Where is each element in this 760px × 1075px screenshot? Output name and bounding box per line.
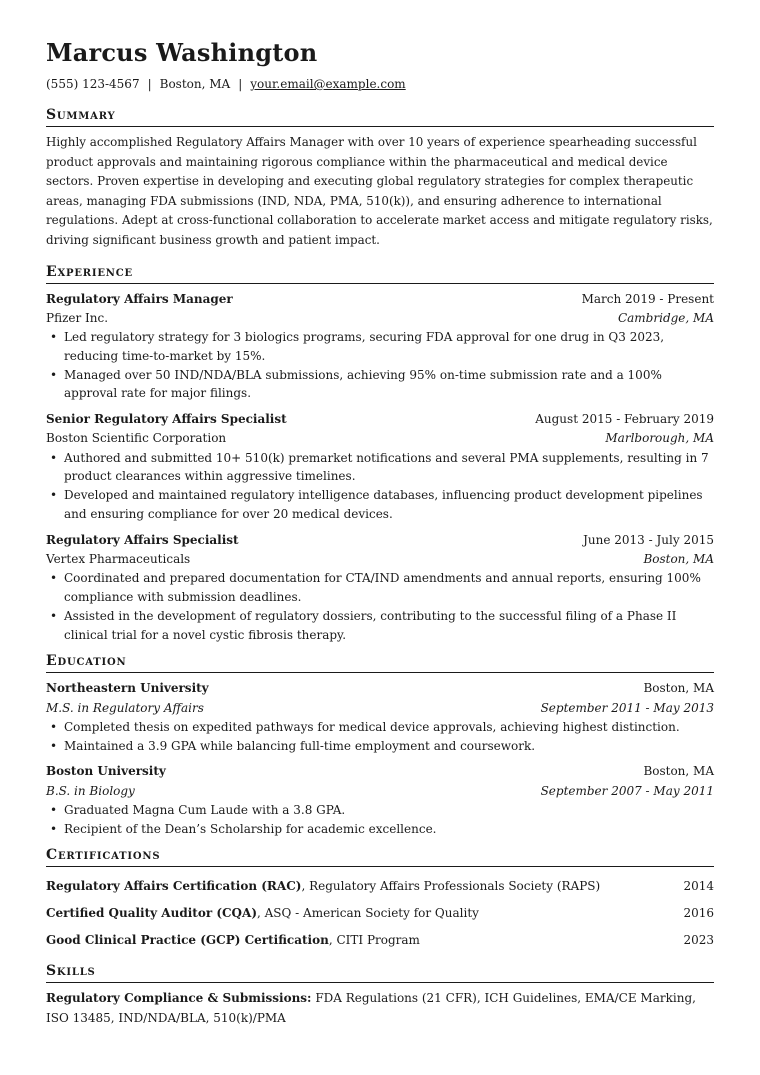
bullet-item: • Led regulatory strategy for 3 biologics programs, securing FDA approval for one drug in Q3 2023, reducing time-to-market by 15%. [64, 328, 714, 366]
bullet-item: • Maintained a 3.9 GPA while balancing full-time employment and coursework. [64, 737, 714, 756]
company-name: Pfizer Inc. [46, 310, 109, 325]
job-dates: June 2013 - July 2015 [583, 532, 714, 547]
education-degree-row [46, 699, 714, 718]
certification-row [46, 873, 714, 900]
contact-separator: | [147, 77, 152, 91]
contact-email-link[interactable]: your.email@example.com [250, 77, 406, 91]
education-entry [46, 762, 714, 838]
certification-text [46, 927, 420, 954]
experience-entry [46, 410, 714, 524]
job-dates: March 2019 - Present [581, 291, 714, 306]
bullet-list [46, 328, 714, 403]
experience-company-row [46, 550, 714, 569]
experience-header-row [46, 410, 714, 429]
school-location: Boston, MA [643, 764, 714, 779]
certification-name: Regulatory Affairs Certification (RAC) [46, 879, 302, 894]
section-title-experience: Experience [46, 263, 714, 284]
certification-year: 2016 [683, 906, 714, 921]
education-entry [46, 679, 714, 755]
school-location: Boston, MA [643, 681, 714, 696]
company-name: Vertex Pharmaceuticals [46, 551, 191, 566]
education-header-row [46, 679, 714, 698]
skill-detail: FDA Regulations (21 CFR), ICH Guidelines, EMA/CE Marking, ISO 13485, IND/NDA/BLA, 510(k)/PMA [46, 991, 696, 1025]
certification-text [46, 900, 479, 927]
contact-line [46, 76, 714, 92]
skill-line [46, 989, 714, 1028]
certification-row [46, 927, 714, 954]
experience-company-row [46, 429, 714, 448]
education-header-row [46, 762, 714, 781]
education-dates: September 2007 - May 2011 [540, 783, 714, 798]
bullet-item: • Developed and maintained regulatory intelligence databases, influencing product development pipelines and ensuring compliance for over 20 medical devices. [64, 486, 714, 524]
candidate-name: Marcus Washington [46, 38, 318, 67]
job-title: Regulatory Affairs Manager [46, 291, 233, 306]
contact-phone: (555) 123-4567 [46, 77, 140, 91]
experience-entry [46, 531, 714, 645]
bullet-item: • Managed over 50 IND/NDA/BLA submissions, achieving 95% on-time submission rate and a 100% approval rate for major filings. [64, 366, 714, 404]
summary-section [46, 106, 714, 251]
section-title-certifications: Certifications [46, 846, 714, 867]
bullet-item: • Graduated Magna Cum Laude with a 3.8 GPA. [64, 801, 714, 820]
experience-header-row [46, 531, 714, 550]
contact-location: Boston, MA [159, 77, 231, 91]
certification-year: 2023 [683, 933, 714, 948]
bullet-list [46, 569, 714, 644]
experience-header-row [46, 290, 714, 309]
education-section [46, 652, 714, 838]
bullet-item: • Assisted in the development of regulatory dossiers, contributing to the successful filing of a Phase II clinical trial for a novel cystic fibrosis therapy. [64, 607, 714, 645]
job-title: Regulatory Affairs Specialist [46, 532, 239, 547]
section-title-skills: Skills [46, 962, 714, 983]
certification-name: Certified Quality Auditor (CQA) [46, 906, 258, 921]
degree: B.S. in Biology [46, 783, 135, 798]
bullet-item: • Coordinated and prepared documentation for CTA/IND amendments and annual reports, ensuring 100% compliance with submission deadlines. [64, 569, 714, 607]
bullet-item: • Completed thesis on expedited pathways for medical device approvals, achieving highest distinction. [64, 718, 714, 737]
job-dates: August 2015 - February 2019 [535, 412, 714, 427]
bullet-list [46, 801, 714, 839]
certification-row [46, 900, 714, 927]
summary-text: Highly accomplished Regulatory Affairs Manager with over 10 years of experience spearheading successful product approvals and maintaining rigorous compliance within the pharmaceutical and medical device sectors. Proven expertise in developing and executing global regulatory strategies for complex therapeutic areas, managing FDA submissions (IND, NDA, PMA, 510(k)), and ensuring adherence to international regulations. Adept at cross-functional collaboration to accelerate market access and mitigate regulatory risks, driving significant business growth and patient impact. [46, 135, 713, 247]
certifications-section [46, 846, 714, 954]
certification-issuer: , ASQ - American Society for Quality [257, 906, 479, 921]
experience-company-row [46, 309, 714, 328]
education-list [46, 679, 714, 838]
section-title-education: Education [46, 652, 714, 673]
education-degree-row [46, 782, 714, 801]
contact-separator: | [238, 77, 243, 91]
education-dates: September 2011 - May 2013 [540, 700, 714, 715]
certification-issuer: , Regulatory Affairs Professionals Society (RAPS) [301, 879, 601, 894]
job-title: Senior Regulatory Affairs Specialist [46, 412, 287, 427]
experience-list [46, 290, 714, 645]
degree: M.S. in Regulatory Affairs [46, 700, 204, 715]
bullet-item: • Authored and submitted 10+ 510(k) premarket notifications and several PMA supplements, resulting in 7 product clearances within aggressive timelines. [64, 449, 714, 487]
experience-entry [46, 290, 714, 404]
skills-section [46, 962, 714, 1028]
school-name: Northeastern University [46, 681, 209, 696]
job-location: Cambridge, MA [617, 310, 714, 325]
experience-section [46, 263, 714, 645]
section-title-summary: Summary [46, 106, 714, 127]
skills-list [46, 989, 714, 1028]
job-location: Boston, MA [643, 551, 714, 566]
certifications-list [46, 873, 714, 954]
bullet-list [46, 449, 714, 524]
skill-category: Regulatory Compliance & Submissions: [46, 991, 312, 1006]
certification-year: 2014 [683, 879, 714, 894]
bullet-item: • Recipient of the Dean’s Scholarship for academic excellence. [64, 820, 714, 839]
bullet-list [46, 718, 714, 756]
certification-issuer: , CITI Program [328, 933, 420, 948]
company-name: Boston Scientific Corporation [46, 431, 227, 446]
certification-text [46, 873, 600, 900]
job-location: Marlborough, MA [605, 431, 714, 446]
school-name: Boston University [46, 764, 166, 779]
certification-name: Good Clinical Practice (GCP) Certification [46, 933, 329, 948]
